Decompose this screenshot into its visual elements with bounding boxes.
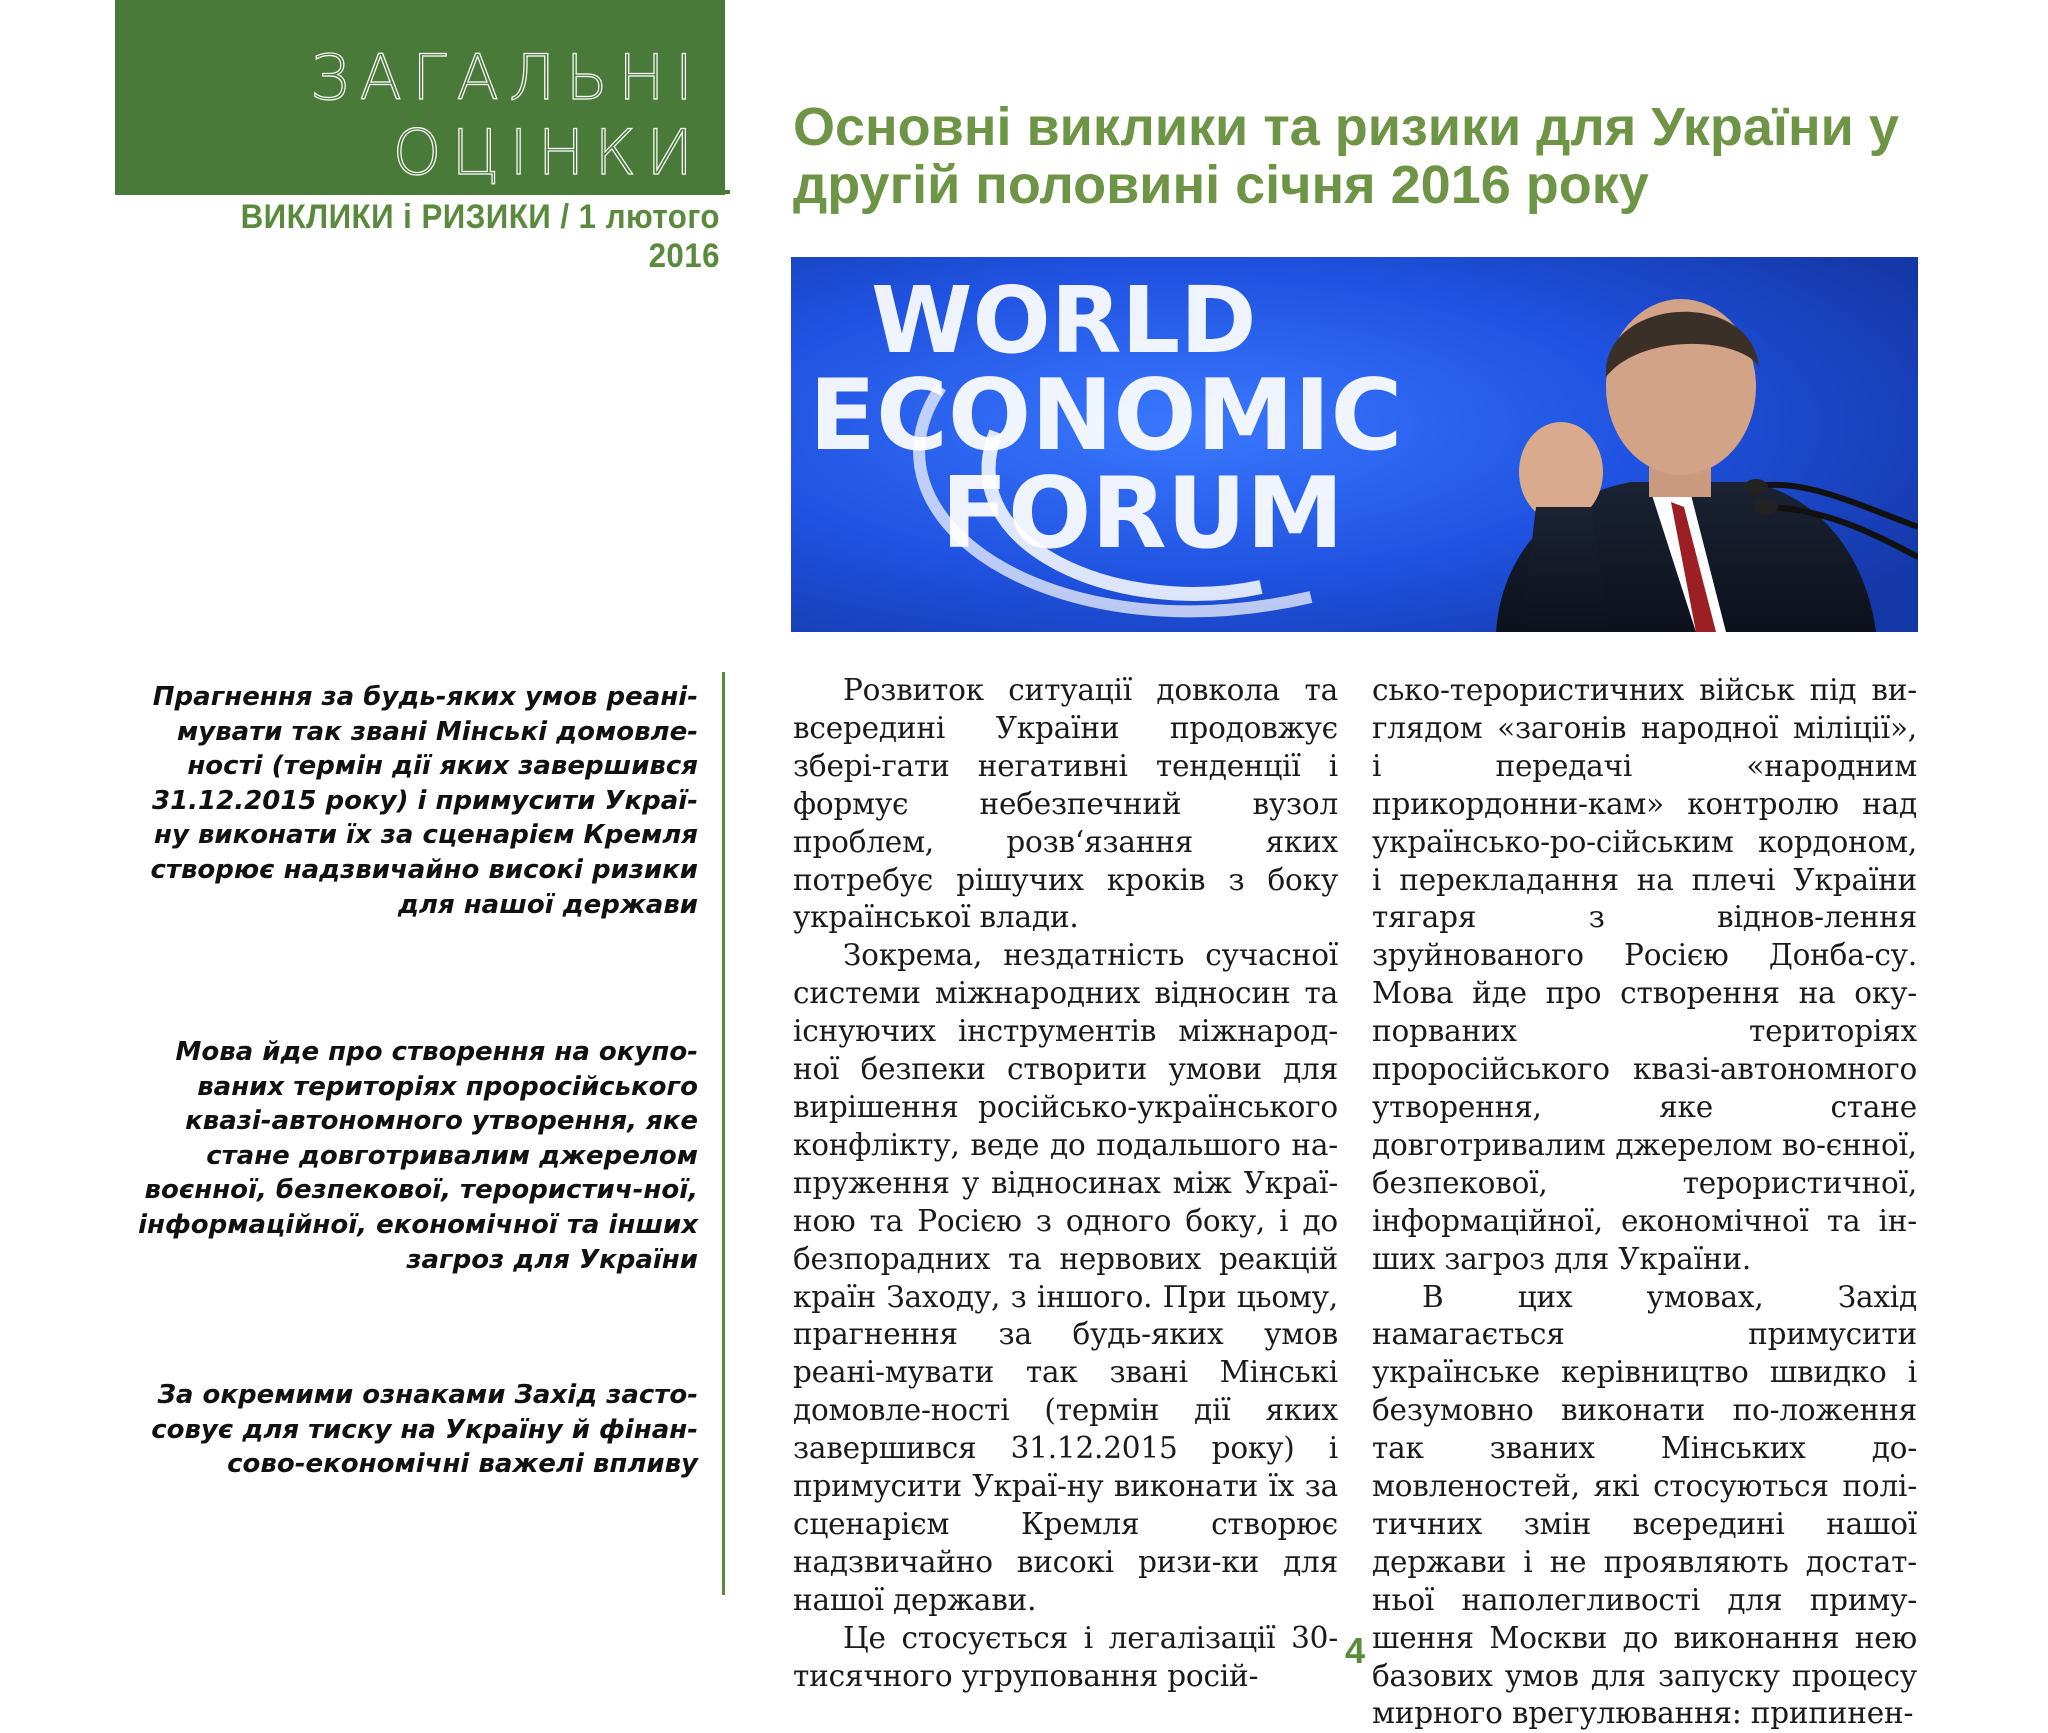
pull-quote-2: Мова йде про створення на окупо-ваних територіях проросійського квазі-автономного утворення, яке стане довготривалим джерелом воєнної, безпекової, терористич-ної, інформаційної, економічної та інших загроз для України xyxy=(130,1035,698,1277)
pullquote-divider xyxy=(722,672,725,1595)
body-paragraph-4: В цих умовах, Захід намагається примусити українське керівництво швидко і безумовно виконати по-ложення так званих Мінських до-мовленостей, які стосуються полі-тичних змін всередині нашої держави і не проявляють достат-ньої наполегливості для приму-шення Москви до виконання нею базових умов для запуску процесу мирного врегулювання: припинен- xyxy=(1372,1279,1917,1733)
body-column-right xyxy=(1372,672,1917,1733)
section-rule xyxy=(115,190,730,194)
body-paragraph-1: Розвиток ситуації довкола та всередині України продовжує збері-гати негативні тенденції і формує небезпечний вузол проблем, розв‘язання яких потребує рішучих кроків з боку української влади. xyxy=(793,672,1338,937)
logo-line-forum: FORUM xyxy=(941,457,1344,571)
issue-subheader: ВИКЛИКИ і РИЗИКИ / 1 лютого 2016 xyxy=(163,198,720,276)
body-paragraph-3-continued: сько-терористичних військ під ви-глядом «загонів народної міліції», і передачі «народним прикордонни-кам» контролю над українсько-ро-сійським кордоном, і перекладання на плечі України тягаря з віднов-лення зруйнованого Росією Донба-су. Мова йде про створення на оку-порваних територіях проросійського квазі-автономного утворення, яке стане довготривалим джерелом во-єнної, безпекової, терористичної, інформаційної, економічної та ін-ших загроз для України. xyxy=(1372,672,1917,1279)
pull-quote-1: Прагнення за будь-яких умов реані-мувати так звані Мінські домовле-ності (термін дії яких завершився 31.12.2015 року) і примусити Украї-ну виконати їх за сценарієм Кремля створює надзвичайно високі ризики для нашої держави xyxy=(130,680,698,922)
section-title-line1: ЗАГАЛЬНІ xyxy=(310,47,703,109)
section-banner xyxy=(115,0,725,195)
body-column-left xyxy=(793,672,1338,1695)
body-paragraph-2: Зокрема, нездатність сучасної системи міжнародних відносин та існуючих інструментів міжнарод-ної безпеки створити умови для вирішення російсько-українського конфлікту, веде до подальшого на-пруження у відносинах між Украї-ною та Росією з одного боку, і до безпорадних та нервових реакцій країн Заходу, з іншого. При цьому, прагнення за будь-яких умов реані-мувати так звані Мінські домовле-ності (термін дії яких завершився 31.12.2015 року) і примусити Украї-ну виконати їх за сценарієм Кремля створює надзвичайно високі ризи-ки для нашої держави. xyxy=(793,937,1338,1619)
pull-quote-3: За окремими ознаками Захід засто-совує для тиску на Україну й фінан-сово-економічні важелі впливу xyxy=(130,1378,698,1482)
logo-line-economic: ECONOMIC xyxy=(809,359,1402,473)
logo-line-world: WORLD xyxy=(871,267,1257,374)
page-number: 4 xyxy=(1330,1630,1380,1672)
article-headline: Основні виклики та ризики для України у другій половині січня 2016 року xyxy=(793,98,1973,214)
body-paragraph-3: Це стосується і легалізації 30-тисячного угруповання росій- xyxy=(793,1620,1338,1696)
section-title-line2: ОЦІНКИ xyxy=(393,122,703,184)
article-photo xyxy=(791,257,1918,632)
